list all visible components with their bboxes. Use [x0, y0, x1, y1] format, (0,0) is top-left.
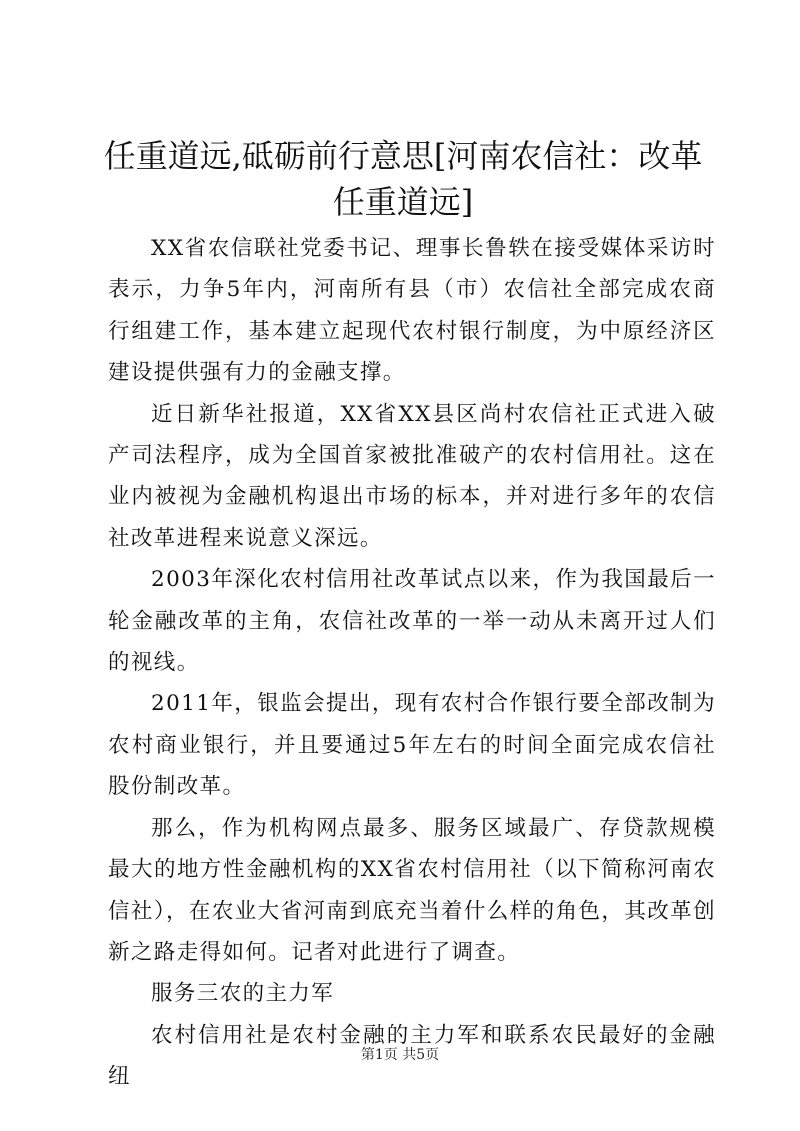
paragraph-4: 2011年，银监会提出，现有农村合作银行要全部改制为农村商业银行，并且要通过5年左右的时间全面完成农信社股份制改革。	[108, 691, 716, 800]
paragraph-6: 农村信用社是农村金融的主力军和联系农民最好的金融纽	[108, 1022, 716, 1090]
paragraph-3: 2003年深化农村信用社改革试点以来，作为我国最后一轮金融改革的主角，农信社改革的一举一动从未离开过人们的视线。	[108, 567, 716, 676]
document-title: 任重道远,砥砺前行意思[河南农信社：改革任重道远]	[103, 137, 703, 221]
paragraph-2: 近日新华社报道，XX省XX县区尚村农信社正式进入破产司法程序，成为全国首家被批准破产的农村信用社。这在业内被视为金融机构退出市场的标本，并对进行多年的农信社改革进程来说意义深远。	[108, 401, 716, 551]
section-heading: 服务三农的主力军	[151, 981, 335, 1007]
paragraph-1: XX省农信联社党委书记、理事长鲁轶在接受媒体采访时表示，力争5年内，河南所有县（市）农信社全部完成农商行组建工作，基本建立起现代农村银行制度，为中原经济区建设提供强有力的金融支撑。	[108, 236, 716, 386]
page-number-footer: 第1页 共5页	[360, 1047, 440, 1063]
paragraph-5: 那么，作为机构网点最多、服务区域最广、存贷款规模最大的地方性金融机构的XX省农村信用社（以下简称河南农信社），在农业大省河南到底充当着什么样的角色，其改革创新之路走得如何。记者对此进行了调查。	[108, 815, 716, 965]
document-body	[108, 228, 716, 1098]
